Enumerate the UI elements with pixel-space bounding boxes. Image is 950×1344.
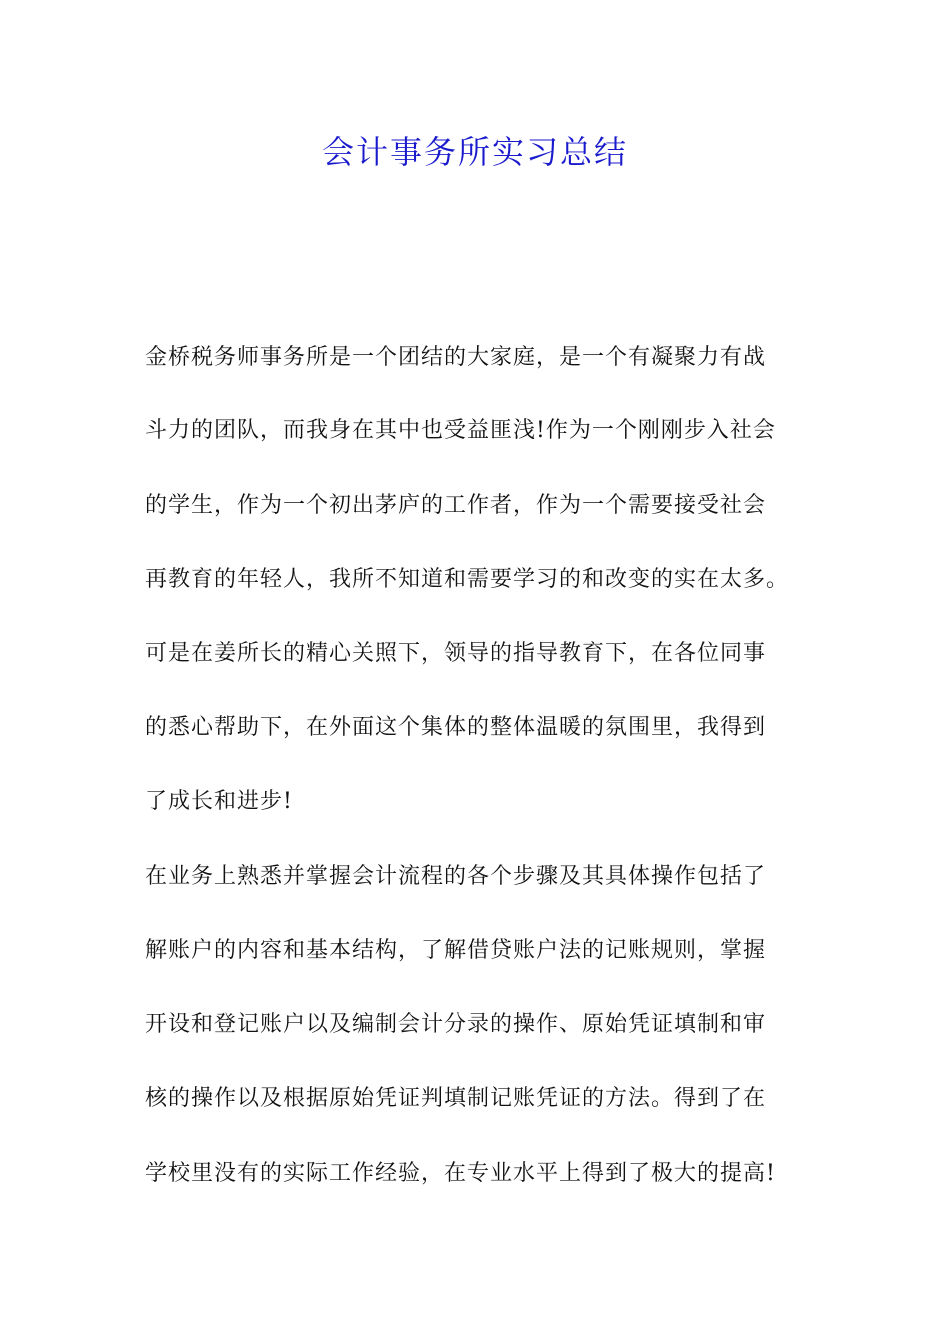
paragraph-1-line: 再教育的年轻人，我所不知道和需要学习的和改变的实在太多。 [145,567,790,592]
document-title: 会计事务所实习总结 [321,133,628,171]
paragraph-2-line: 解账户的内容和基本结构，了解借贷账户法的记账规则，掌握 [145,938,767,963]
paragraph-1-line: 的学生，作为一个初出茅庐的工作者，作为一个需要接受社会 [145,493,767,518]
paragraph-2-line: 开设和登记账户以及编制会计分录的操作、原始凭证填制和审 [145,1012,767,1037]
paragraph-2-line: 核的操作以及根据原始凭证判填制记账凭证的方法。得到了在 [145,1086,767,1111]
document-body [145,340,825,1220]
paragraph-1-line: 的悉心帮助下，在外面这个集体的整体温暖的氛围里，我得到 [145,715,767,740]
paragraph-1-line: 斗力的团队，而我身在其中也受益匪浅!作为一个刚刚步入社会 [145,418,776,443]
paragraph-1-line: 可是在姜所长的精心关照下，领导的指导教育下，在各位同事 [145,641,767,666]
paragraph-2-line: 在业务上熟悉并掌握会计流程的各个步骤及其具体操作包括了 [145,864,767,889]
paragraph-2-line: 学校里没有的实际工作经验，在专业水平上得到了极大的提高! [145,1161,776,1186]
paragraph-1-line: 金桥税务师事务所是一个团结的大家庭，是一个有凝聚力有战 [145,345,767,370]
paragraph-1-line: 了成长和进步! [145,789,293,814]
